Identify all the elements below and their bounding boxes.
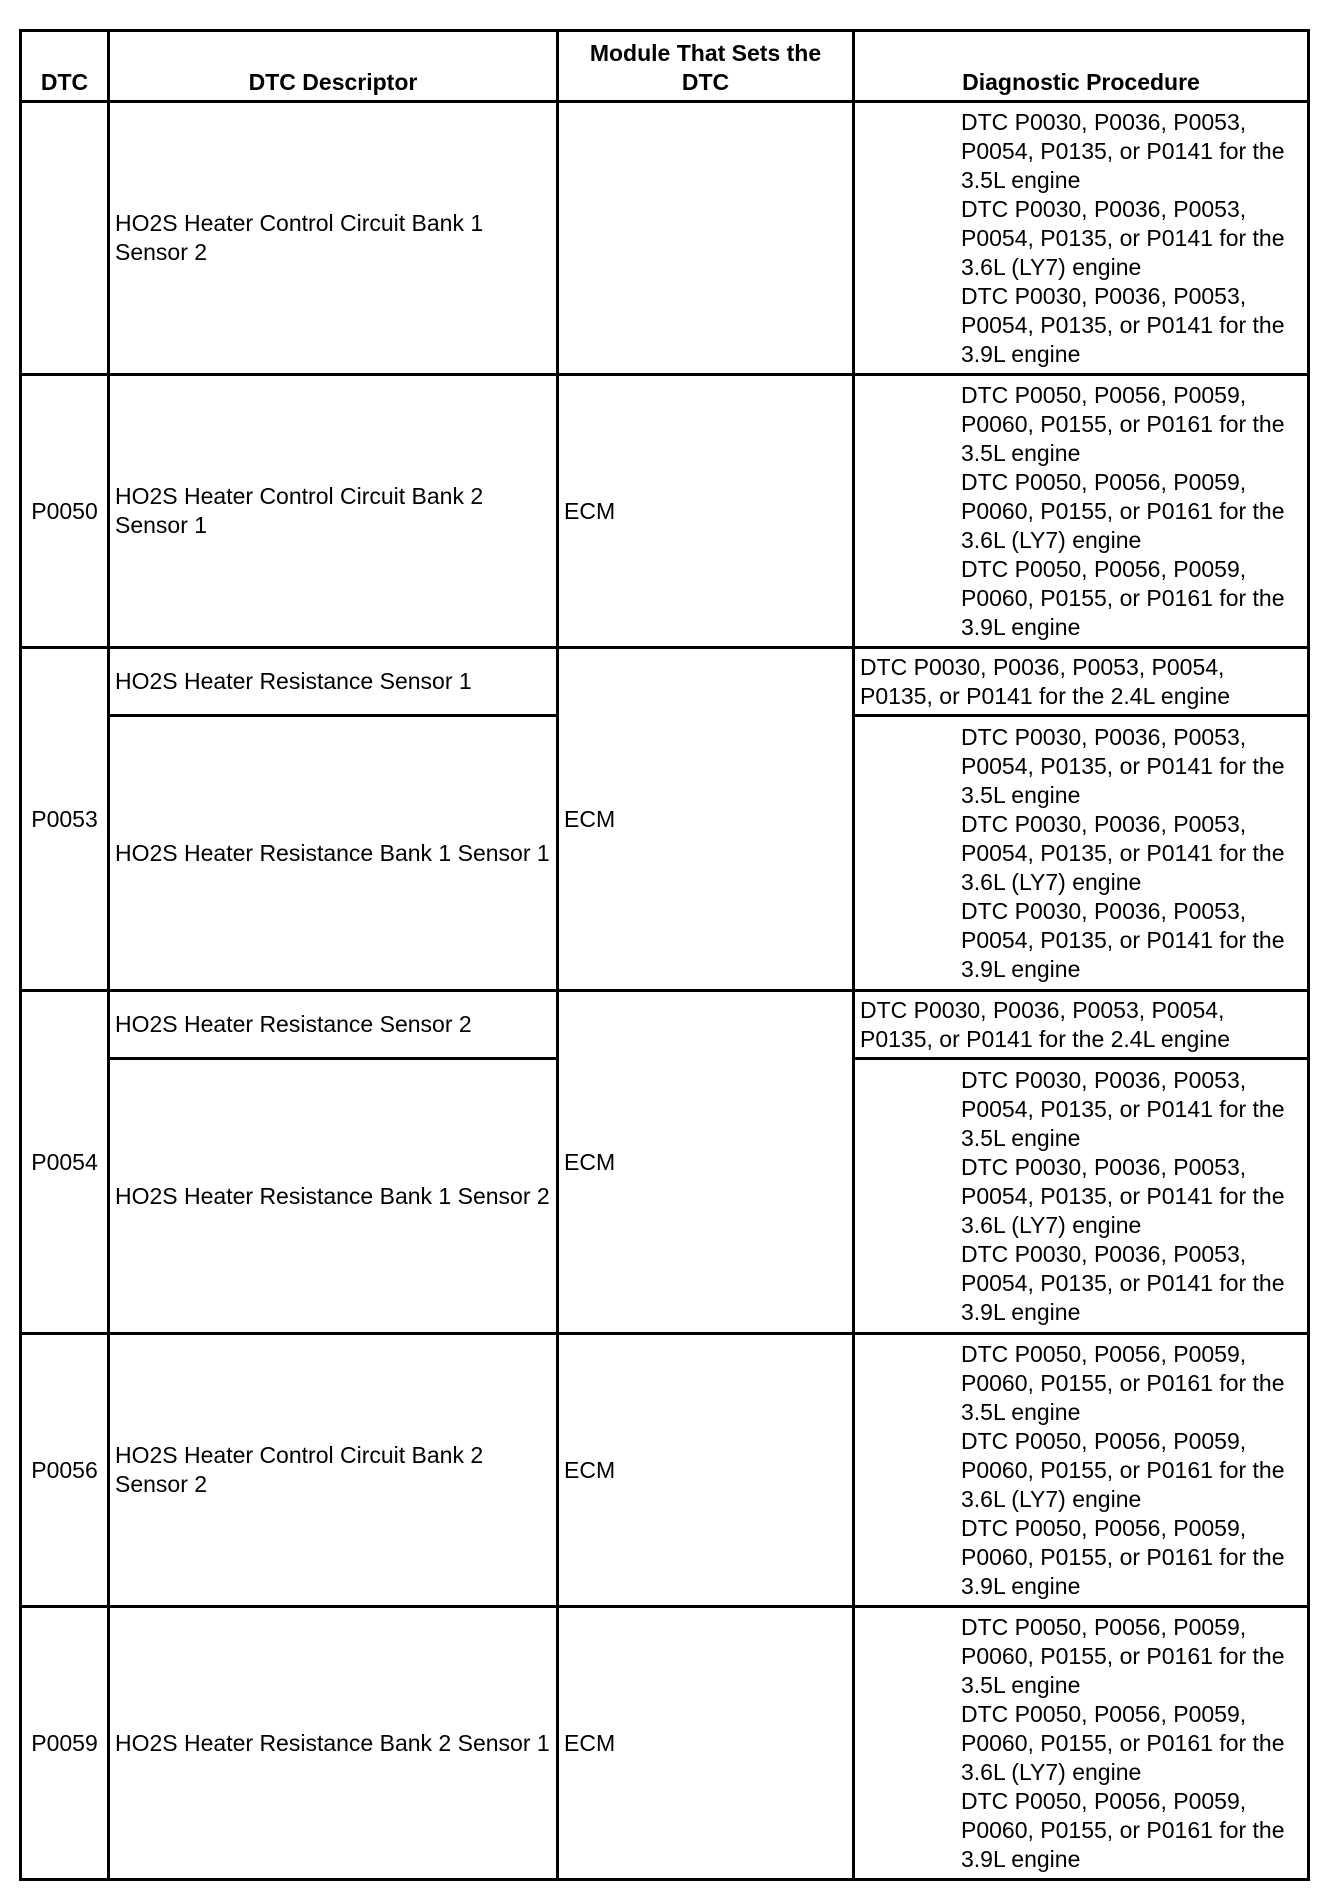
procedure-link[interactable]: DTC P0030, P0036, P0053, P0054, P0135, or P0141 for the 3.6L (LY7) engine xyxy=(961,810,1285,895)
dtc-code: P0050 xyxy=(21,375,109,648)
dtc-code: P0053 xyxy=(21,648,109,991)
table-row xyxy=(21,1334,1309,1607)
dtc-code xyxy=(21,102,109,375)
procedure-link[interactable]: DTC P0030, P0036, P0053, P0054, P0135, or P0141 for the 3.5L engine xyxy=(961,108,1285,193)
header-module: Module That Sets the DTC xyxy=(558,31,854,102)
procedure-link[interactable]: DTC P0030, P0036, P0053, P0054, P0135, or P0141 for the 3.6L (LY7) engine xyxy=(961,1153,1285,1238)
module-name: ECM xyxy=(558,648,854,991)
procedure-link[interactable]: DTC P0050, P0056, P0059, P0060, P0155, or P0161 for the 3.6L (LY7) engine xyxy=(961,468,1285,553)
procedure-link[interactable]: DTC P0030, P0036, P0053, P0054, P0135, or P0141 for the 3.9L engine xyxy=(961,897,1285,982)
dtc-table xyxy=(19,29,1310,1881)
dtc-descriptor: HO2S Heater Resistance Bank 2 Sensor 1 xyxy=(109,1607,558,1880)
diagnostic-procedure xyxy=(854,375,1309,648)
procedure-link[interactable]: DTC P0030, P0036, P0053, P0054, P0135, or P0141 for the 3.9L engine xyxy=(961,1240,1285,1325)
header-descriptor: DTC Descriptor xyxy=(109,31,558,102)
module-name: ECM xyxy=(558,1607,854,1880)
diagnostic-procedure xyxy=(854,648,1309,716)
procedure-link[interactable]: DTC P0050, P0056, P0059, P0060, P0155, or P0161 for the 3.6L (LY7) engine xyxy=(961,1427,1285,1512)
procedure-link[interactable]: DTC P0030, P0036, P0053, P0054, P0135, or P0141 for the 2.4L engine xyxy=(860,996,1230,1052)
procedure-link[interactable]: DTC P0050, P0056, P0059, P0060, P0155, or P0161 for the 3.6L (LY7) engine xyxy=(961,1700,1285,1785)
diagnostic-procedure xyxy=(854,991,1309,1059)
table-row xyxy=(21,1607,1309,1880)
module-name: ECM xyxy=(558,1334,854,1607)
dtc-descriptor: HO2S Heater Control Circuit Bank 2 Sensor 2 xyxy=(109,1334,558,1607)
dtc-descriptor: HO2S Heater Resistance Bank 1 Sensor 1 xyxy=(109,716,558,991)
diagnostic-procedure xyxy=(854,1607,1309,1880)
procedure-link[interactable]: DTC P0030, P0036, P0053, P0054, P0135, or P0141 for the 3.6L (LY7) engine xyxy=(961,195,1285,280)
procedure-link[interactable]: DTC P0030, P0036, P0053, P0054, P0135, or P0141 for the 3.9L engine xyxy=(961,282,1285,367)
procedure-link[interactable]: DTC P0030, P0036, P0053, P0054, P0135, or P0141 for the 3.5L engine xyxy=(961,1066,1285,1151)
module-name: ECM xyxy=(558,375,854,648)
module-name xyxy=(558,102,854,375)
procedure-link[interactable]: DTC P0050, P0056, P0059, P0060, P0155, or P0161 for the 3.5L engine xyxy=(961,381,1285,466)
dtc-descriptor: HO2S Heater Control Circuit Bank 1 Sensor 2 xyxy=(109,102,558,375)
header-procedure: Diagnostic Procedure xyxy=(854,31,1309,102)
dtc-descriptor: HO2S Heater Control Circuit Bank 2 Sensor 1 xyxy=(109,375,558,648)
procedure-link[interactable]: DTC P0030, P0036, P0053, P0054, P0135, or P0141 for the 2.4L engine xyxy=(860,653,1230,709)
dtc-descriptor: HO2S Heater Resistance Sensor 2 xyxy=(109,991,558,1059)
table-row xyxy=(21,648,1309,716)
table-row xyxy=(21,375,1309,648)
module-name: ECM xyxy=(558,991,854,1334)
dtc-code: P0054 xyxy=(21,991,109,1334)
header-row xyxy=(21,31,1309,102)
dtc-code: P0059 xyxy=(21,1607,109,1880)
dtc-code: P0056 xyxy=(21,1334,109,1607)
procedure-link[interactable]: DTC P0050, P0056, P0059, P0060, P0155, or P0161 for the 3.9L engine xyxy=(961,1787,1285,1872)
diagnostic-procedure xyxy=(854,1059,1309,1334)
table-row xyxy=(21,102,1309,375)
procedure-link[interactable]: DTC P0050, P0056, P0059, P0060, P0155, or P0161 for the 3.9L engine xyxy=(961,1514,1285,1599)
dtc-descriptor: HO2S Heater Resistance Bank 1 Sensor 2 xyxy=(109,1059,558,1334)
diagnostic-procedure xyxy=(854,102,1309,375)
table-row xyxy=(21,991,1309,1059)
procedure-link[interactable]: DTC P0030, P0036, P0053, P0054, P0135, or P0141 for the 3.5L engine xyxy=(961,723,1285,808)
diagnostic-procedure xyxy=(854,716,1309,991)
diagnostic-procedure xyxy=(854,1334,1309,1607)
procedure-link[interactable]: DTC P0050, P0056, P0059, P0060, P0155, or P0161 for the 3.9L engine xyxy=(961,555,1285,640)
dtc-descriptor: HO2S Heater Resistance Sensor 1 xyxy=(109,648,558,716)
header-dtc: DTC xyxy=(21,31,109,102)
procedure-link[interactable]: DTC P0050, P0056, P0059, P0060, P0155, or P0161 for the 3.5L engine xyxy=(961,1340,1285,1425)
procedure-link[interactable]: DTC P0050, P0056, P0059, P0060, P0155, or P0161 for the 3.5L engine xyxy=(961,1613,1285,1698)
